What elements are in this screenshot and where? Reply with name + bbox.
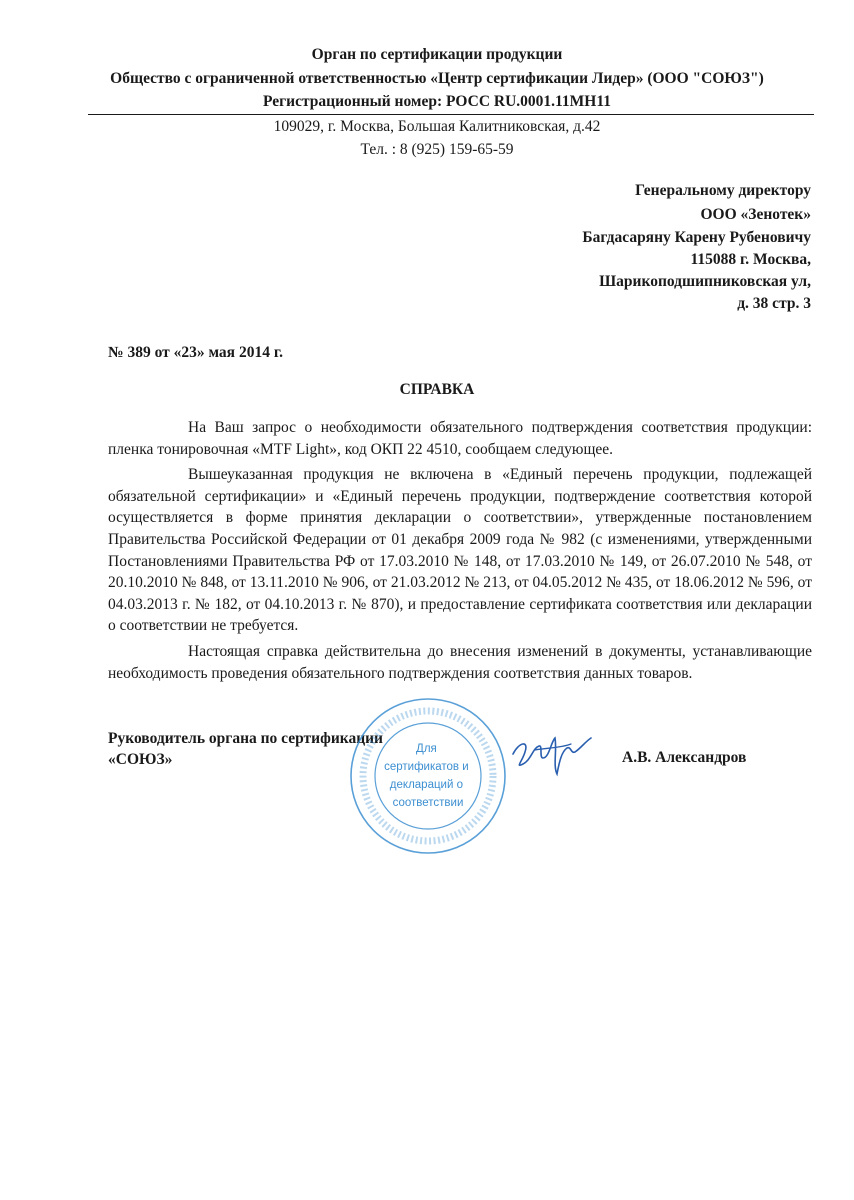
stamp-text-line: деклараций о — [389, 779, 463, 791]
document-title: СПРАВКА — [399, 381, 475, 398]
svg-text:Для сертификатов и — [384, 743, 472, 809]
org-title: Орган по сертификации продукции — [311, 46, 563, 63]
certification-stamp — [348, 696, 508, 856]
stamp-text-band — [363, 711, 493, 841]
recipient-line: д. 38 стр. 3 — [737, 295, 811, 312]
header-divider — [88, 114, 814, 115]
signatory-organization: «СОЮЗ» — [108, 751, 173, 768]
org-address: 109029, г. Москва, Большая Калитниковская, д.42 — [273, 118, 601, 135]
paragraph: На Ваш запрос о необходимости обязательного подтверждения соответствия продукции: пленка тонировочная «MTF Light», код ОКП 22 4510, сообщаем следующее. — [108, 419, 812, 458]
recipient-line: 115088 г. Москва, — [690, 251, 811, 268]
recipient-line: Шарикоподшипниковская ул, — [599, 273, 811, 290]
recipient-line: Генеральному директору — [635, 182, 811, 199]
stamp-text-line: Для — [416, 743, 437, 755]
signatory-name: А.В. Александров — [622, 749, 747, 766]
document-number: № 389 от «23» мая 2014 г. — [108, 344, 283, 361]
org-full-name: Общество с ограниченной ответственностью «Центр сертификации Лидер» (ООО "СОЮЗ") — [110, 70, 764, 87]
document-body — [108, 417, 812, 688]
stamp-inner-ring — [375, 723, 481, 829]
signatory-position-line: Руководитель органа по сертификации — [108, 730, 383, 747]
paragraph: Настоящая справка действительна до внесения изменений в документы, устанавливающие необходимость проведения обязательного подтверждения соответствия данных товаров. — [108, 642, 812, 682]
stamp-text-line: сертификатов и — [384, 761, 469, 773]
signatory-position — [108, 728, 383, 770]
recipient-line: ООО «Зенотек» — [700, 206, 811, 223]
handwritten-signature — [505, 724, 595, 784]
org-phone: Тел. : 8 (925) 159-65-59 — [360, 141, 514, 158]
registration-number: Регистрационный номер: РОСС RU.0001.11МН11 — [262, 93, 612, 110]
recipient-line: Багдасаряну Карену Рубеновичу — [582, 229, 811, 246]
stamp-outer-ring — [351, 699, 505, 853]
paragraph: Вышеуказанная продукция не включена в «Единый перечень продукции, подлежащей обязательной сертификации» и «Единый перечень продукции, подтверждение соответствия которой осуществляется в форме принятия декларации о соответствии», утвержденные постановлением Правительства Российской Федерации от 01 декабря 2009 года № 982 (с изменениями, утвержденными Постановлениями Правительства РФ от 17.03.2010 № 148, от 17.03.2010 № 149, от 26.07.2010 № 548, от 20.10.2010 № 848, от 13.11.2010 № 906, от 21.03.2012 № 213, от 04.05.2012 № 435, от 18.06.2012 № 596, от 04.03.2013 г. № 182, от 04.10.2013 г. № 870), и предоставление сертификата соответствия или декларации о соответствии не требуется. — [108, 466, 812, 635]
stamp-text-line: соответствии — [392, 797, 464, 809]
